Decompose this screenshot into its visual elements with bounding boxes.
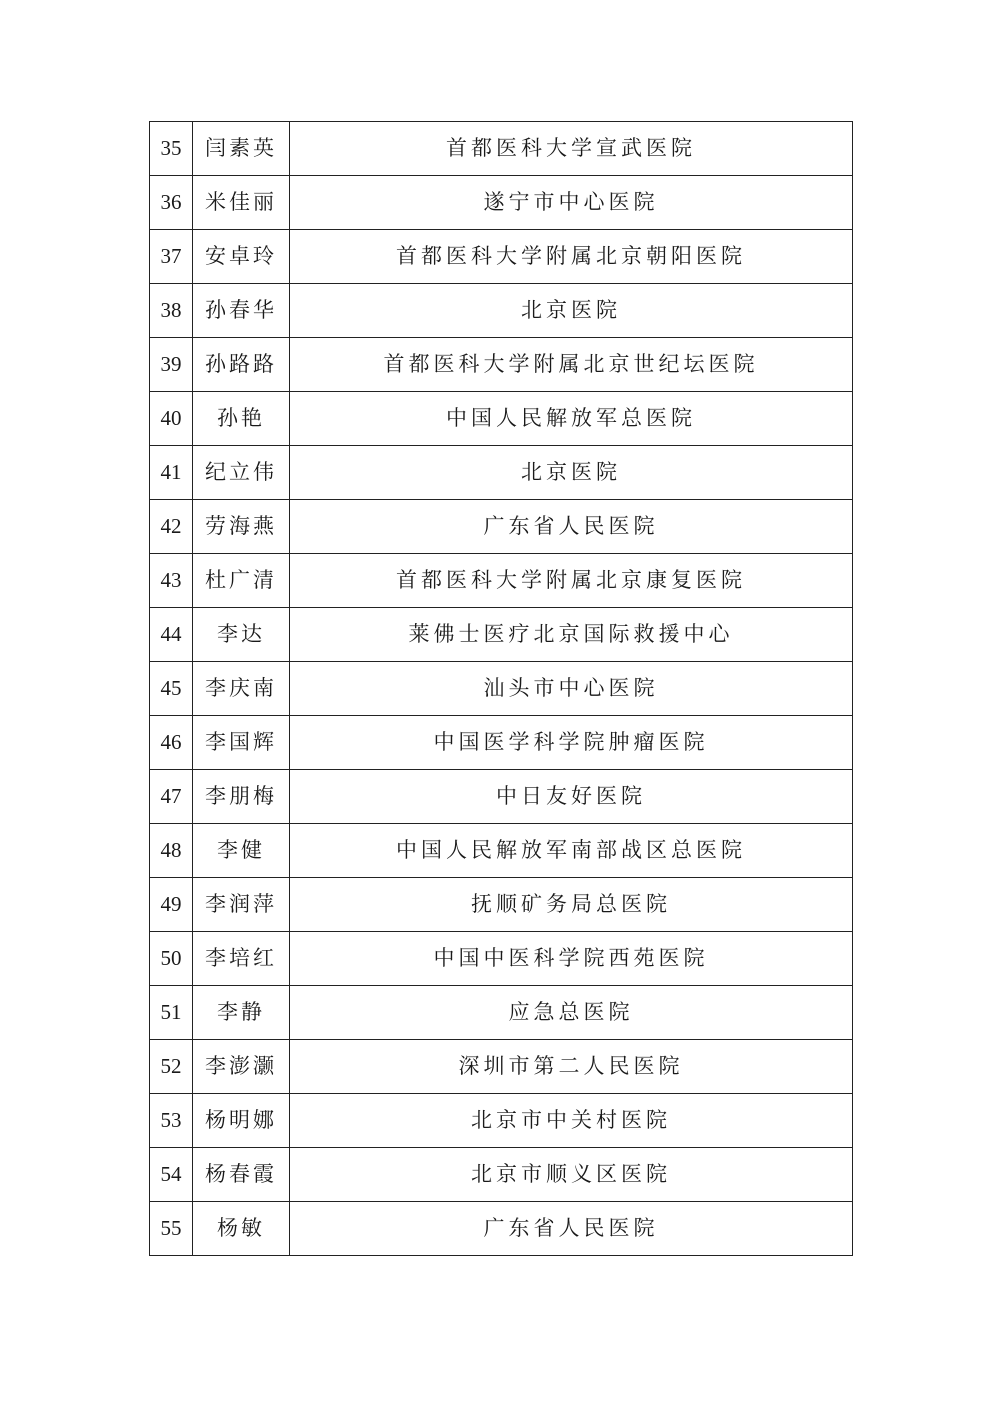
organization-name: 北京医院 xyxy=(290,284,853,338)
organization-name: 北京市顺义区医院 xyxy=(290,1148,853,1202)
table-row xyxy=(150,1202,853,1256)
organization-name: 深圳市第二人民医院 xyxy=(290,1040,853,1094)
organization-name: 首都医科大学附属北京世纪坛医院 xyxy=(290,338,853,392)
row-number: 40 xyxy=(150,392,193,446)
organization-name: 中国人民解放军总医院 xyxy=(290,392,853,446)
organization-name: 首都医科大学附属北京朝阳医院 xyxy=(290,230,853,284)
organization-name: 遂宁市中心医院 xyxy=(290,176,853,230)
person-name: 李庆南 xyxy=(193,662,290,716)
person-name: 杨明娜 xyxy=(193,1094,290,1148)
person-name: 杨春霞 xyxy=(193,1148,290,1202)
row-number: 48 xyxy=(150,824,193,878)
row-number: 50 xyxy=(150,932,193,986)
roster-table xyxy=(149,121,853,1256)
row-number: 52 xyxy=(150,1040,193,1094)
table-row xyxy=(150,878,853,932)
person-name: 李国辉 xyxy=(193,716,290,770)
row-number: 55 xyxy=(150,1202,193,1256)
organization-name: 抚顺矿务局总医院 xyxy=(290,878,853,932)
organization-name: 中国中医科学院西苑医院 xyxy=(290,932,853,986)
person-name: 李润萍 xyxy=(193,878,290,932)
row-number: 43 xyxy=(150,554,193,608)
person-name: 李培红 xyxy=(193,932,290,986)
table-row xyxy=(150,716,853,770)
table-row xyxy=(150,446,853,500)
person-name: 米佳丽 xyxy=(193,176,290,230)
organization-name: 广东省人民医院 xyxy=(290,1202,853,1256)
person-name: 劳海燕 xyxy=(193,500,290,554)
organization-name: 首都医科大学宣武医院 xyxy=(290,122,853,176)
table-row xyxy=(150,122,853,176)
roster-table-body xyxy=(150,122,853,1256)
table-row xyxy=(150,392,853,446)
person-name: 李静 xyxy=(193,986,290,1040)
table-row xyxy=(150,338,853,392)
row-number: 49 xyxy=(150,878,193,932)
table-row xyxy=(150,176,853,230)
organization-name: 首都医科大学附属北京康复医院 xyxy=(290,554,853,608)
organization-name: 中国医学科学院肿瘤医院 xyxy=(290,716,853,770)
table-row xyxy=(150,824,853,878)
table-row xyxy=(150,986,853,1040)
person-name: 李澎灏 xyxy=(193,1040,290,1094)
row-number: 46 xyxy=(150,716,193,770)
row-number: 36 xyxy=(150,176,193,230)
row-number: 53 xyxy=(150,1094,193,1148)
table-row xyxy=(150,1148,853,1202)
person-name: 闫素英 xyxy=(193,122,290,176)
row-number: 38 xyxy=(150,284,193,338)
row-number: 41 xyxy=(150,446,193,500)
table-row xyxy=(150,554,853,608)
table-row xyxy=(150,608,853,662)
person-name: 孙路路 xyxy=(193,338,290,392)
organization-name: 中日友好医院 xyxy=(290,770,853,824)
row-number: 37 xyxy=(150,230,193,284)
organization-name: 中国人民解放军南部战区总医院 xyxy=(290,824,853,878)
table-row xyxy=(150,1040,853,1094)
row-number: 51 xyxy=(150,986,193,1040)
table-row xyxy=(150,500,853,554)
person-name: 李朋梅 xyxy=(193,770,290,824)
organization-name: 莱佛士医疗北京国际救援中心 xyxy=(290,608,853,662)
person-name: 李达 xyxy=(193,608,290,662)
row-number: 47 xyxy=(150,770,193,824)
row-number: 45 xyxy=(150,662,193,716)
organization-name: 汕头市中心医院 xyxy=(290,662,853,716)
row-number: 35 xyxy=(150,122,193,176)
table-row xyxy=(150,770,853,824)
row-number: 54 xyxy=(150,1148,193,1202)
person-name: 纪立伟 xyxy=(193,446,290,500)
organization-name: 北京医院 xyxy=(290,446,853,500)
row-number: 44 xyxy=(150,608,193,662)
person-name: 李健 xyxy=(193,824,290,878)
table-row xyxy=(150,662,853,716)
person-name: 安卓玲 xyxy=(193,230,290,284)
organization-name: 北京市中关村医院 xyxy=(290,1094,853,1148)
organization-name: 广东省人民医院 xyxy=(290,500,853,554)
table-row xyxy=(150,932,853,986)
person-name: 杨敏 xyxy=(193,1202,290,1256)
table-row xyxy=(150,284,853,338)
person-name: 孙艳 xyxy=(193,392,290,446)
organization-name: 应急总医院 xyxy=(290,986,853,1040)
row-number: 39 xyxy=(150,338,193,392)
person-name: 孙春华 xyxy=(193,284,290,338)
table-row xyxy=(150,1094,853,1148)
table-row xyxy=(150,230,853,284)
row-number: 42 xyxy=(150,500,193,554)
person-name: 杜广清 xyxy=(193,554,290,608)
